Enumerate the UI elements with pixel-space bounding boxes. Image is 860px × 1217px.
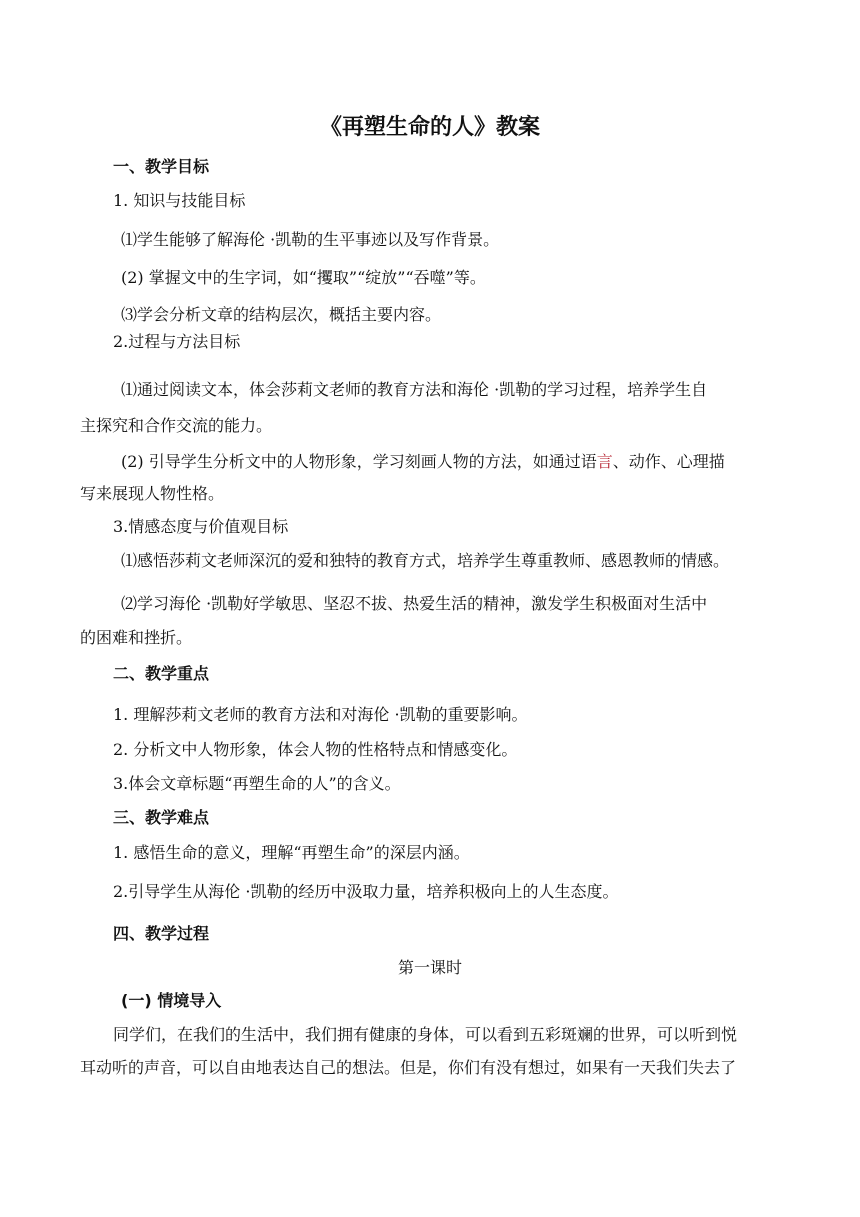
list-item: 2.引导学生从海伦 ·凯勒的经历中汲取力量，培养积极向上的人生态度。	[113, 882, 619, 901]
section-heading-objectives: 一、教学目标	[113, 157, 210, 176]
paragraph-line: 的困难和挫折。	[80, 628, 193, 647]
paragraph-line: ⑴学生能够了解海伦 ·凯勒的生平事迹以及写作背景。	[121, 230, 500, 249]
subheading-attitude-values: 3.情感态度与价值观目标	[113, 517, 289, 536]
paragraph-line: 主探究和合作交流的能力。	[80, 416, 273, 435]
section-heading-key-points: 二、教学重点	[113, 664, 210, 683]
subheading-knowledge-skills: 1. 知识与技能目标	[113, 191, 246, 210]
list-item: 1. 感悟生命的意义，理解“再塑生命”的深层内涵。	[113, 843, 470, 862]
paragraph-line: 耳动听的声音，可以自由地表达自己的想法。但是，你们有没有想过，如果有一天我们失去了	[80, 1058, 737, 1077]
lesson-period-label: 第一课时	[397, 958, 462, 977]
paragraph-line: 写来展现人物性格。	[80, 484, 225, 503]
paragraph-line: 同学们，在我们的生活中，我们拥有健康的身体，可以看到五彩斑斓的世界，可以听到悦	[113, 1025, 738, 1044]
list-item: 2. 分析文中人物形象，体会人物的性格特点和情感变化。	[113, 740, 518, 759]
section-heading-difficulties: 三、教学难点	[113, 808, 210, 827]
document-title: 《再塑生命的人》教案	[319, 115, 540, 140]
paragraph-line: ⑵学习海伦 ·凯勒好学敏思、坚忍不拔、热爱生活的精神，激发学生积极面对生活中	[121, 594, 708, 613]
paragraph-line: (2) 掌握文中的生字词，如“攫取”“绽放”“吞噬”等。	[121, 268, 486, 287]
subheading-process-methods: 2.过程与方法目标	[113, 332, 241, 351]
section-heading-process: 四、教学过程	[113, 924, 210, 943]
paragraph-line: ⑴感悟莎莉文老师深沉的爱和独特的教育方式，培养学生尊重教师、感恩教师的情感。	[121, 551, 730, 570]
paragraph-line: ⑴通过阅读文本，体会莎莉文老师的教育方法和海伦 ·凯勒的学习过程，培养学生自	[121, 380, 708, 399]
subheading-situation-intro: (一) 情境导入	[121, 991, 222, 1010]
highlighted-character: 言	[596, 452, 613, 471]
list-item: 3.体会文章标题“再塑生命的人”的含义。	[113, 774, 401, 793]
paragraph-line	[121, 452, 725, 472]
list-item: 1. 理解莎莉文老师的教育方法和对海伦 ·凯勒的重要影响。	[113, 705, 528, 724]
paragraph-text: 、动作、心理描	[612, 452, 725, 471]
paragraph-line: ⑶学会分析文章的结构层次，概括主要内容。	[121, 305, 442, 324]
paragraph-text: (2) 引导学生分析文中的人物形象，学习刻画人物的方法，如通过语	[121, 452, 597, 471]
